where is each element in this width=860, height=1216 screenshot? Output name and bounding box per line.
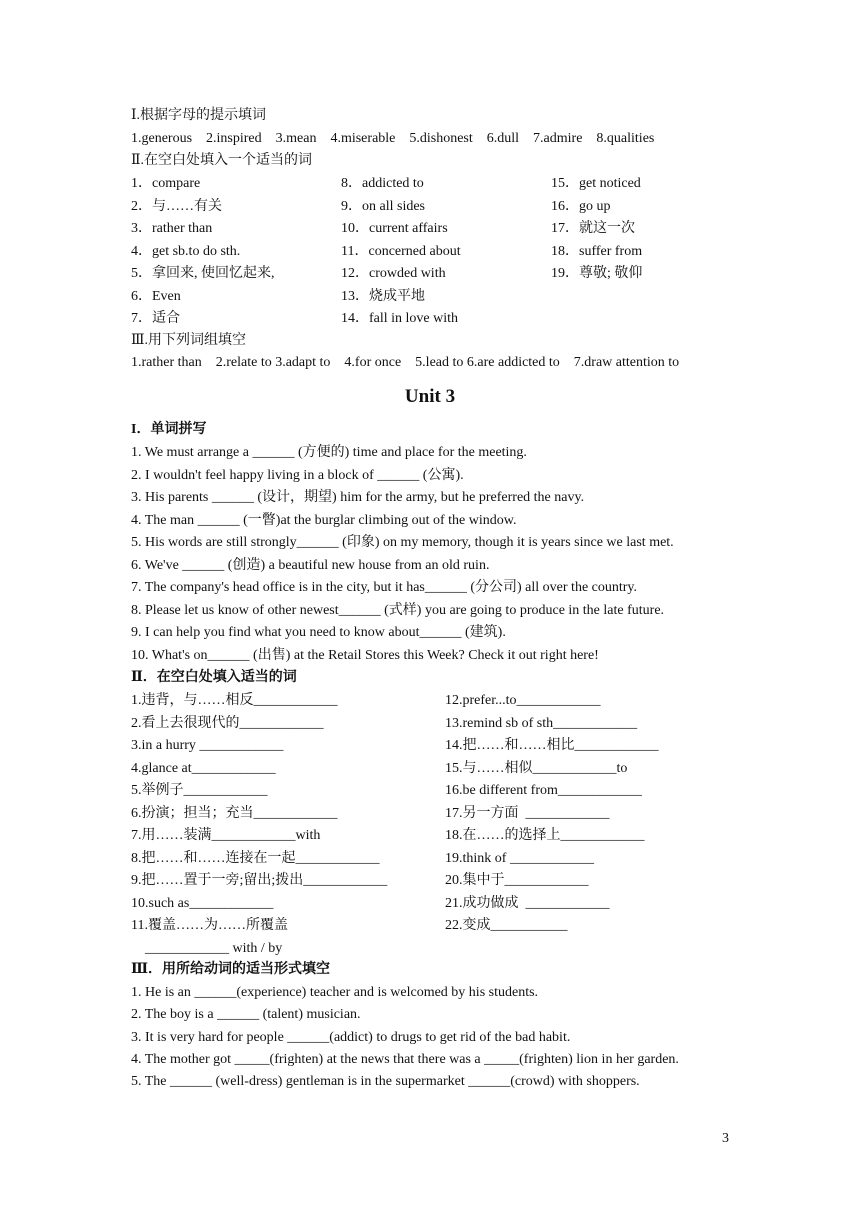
answer-item: 15．get noticed (551, 176, 641, 191)
exercise-item: 19.think of ____________ (445, 850, 594, 866)
answer-item: 9．on all sides (341, 198, 425, 214)
exercise-item: 4. The mother got _____(frighten) at the news that there was a _____(frighten) lion in her garden. (131, 1051, 679, 1067)
answer-item: 14．fall in love with (341, 311, 459, 326)
page-number: 3 (722, 1131, 729, 1146)
exercise-item: 3. It is very hard for people ______(addict) to drugs to get rid of the bad habit. (131, 1029, 571, 1045)
exercise-item: 7.用……装满____________with (131, 828, 321, 843)
exercise-item: 21.成功做成 ____________ (445, 895, 610, 911)
answers-sec2-heading: Ⅱ.在空白处填入一个适当的词 (131, 153, 313, 168)
answer-item: 19．尊敬; 敬仰 (551, 266, 643, 281)
answer-item: 11．concerned about (341, 243, 461, 259)
exercise-item: 15.与……相似____________to (445, 760, 628, 776)
exercise-item: ____________ with / by (131, 940, 283, 956)
part1-heading: I．单词拼写 (131, 422, 207, 437)
exercise-item: 8.把……和……连接在一起____________ (131, 850, 380, 866)
exercise-item: 17.另一方面 ____________ (445, 805, 610, 821)
answer-item: 7．适合 (131, 311, 180, 326)
exercise-item: 9. I can help you find what you need to know about______ (建筑). (131, 625, 506, 640)
exercise-item: 22.变成___________ (445, 918, 568, 933)
answer-item: 16．go up (551, 198, 611, 214)
exercise-item: 1.违背，与……相反____________ (131, 693, 338, 708)
exercise-item: 1. We must arrange a ______ (方便的) time and place for the meeting. (131, 445, 527, 460)
exercise-item: 11.覆盖……为……所覆盖 (131, 918, 288, 933)
answer-item: 4．get sb.to do sth. (131, 243, 241, 259)
exercise-item: 5.举例子____________ (131, 783, 268, 798)
answers-sec3-heading: Ⅲ.用下列词组填空 (131, 333, 247, 348)
part2-heading: Ⅱ．在空白处填入适当的词 (131, 670, 297, 685)
exercise-item: 20.集中于____________ (445, 873, 589, 888)
answer-item: 3．rather than (131, 221, 213, 236)
answer-item: 6．Even (131, 288, 181, 304)
exercise-item: 1. He is an ______(experience) teacher and is welcomed by his students. (131, 985, 539, 1000)
answers-sec3-line: 1.rather than 2.relate to 3.adapt to 4.for once 5.lead to 6.are addicted to 7.draw attention to (131, 355, 680, 370)
exercise-item: 3.in a hurry ____________ (131, 738, 284, 753)
exercise-item: 5. His words are still strongly______ (印象) on my memory, though it is years since we last met. (131, 535, 674, 550)
answer-item: 12．crowded with (341, 266, 446, 281)
exercise-item: 14.把……和……相比____________ (445, 738, 659, 753)
answer-item: 17．就这一次 (551, 221, 635, 236)
exercise-item: 9.把……置于一旁;留出;拨出____________ (131, 873, 388, 888)
exercise-item: 8. Please let us know of other newest______ (式样) you are going to produce in the late future. (131, 602, 665, 618)
answer-item: 10．current affairs (341, 221, 448, 236)
exercise-item: 10. What's on______ (出售) at the Retail Stores this Week? Check it out right here! (131, 647, 599, 663)
exercise-item: 3. His parents ______ (设计，期望) him for the army, but he preferred the navy. (131, 490, 585, 505)
exercise-item: 4.glance at____________ (131, 760, 276, 776)
answer-item: 13．烧成平地 (341, 288, 425, 304)
answers-sec1-heading: Ⅰ.根据字母的提示填词 (131, 108, 267, 123)
exercise-item: 6. We've ______ (创造) a beautiful new house from an old ruin. (131, 557, 490, 573)
exercise-item: 7. The company's head office is in the city, but it has______ (分公司) all over the country. (131, 580, 638, 595)
answer-item: 18．suffer from (551, 243, 643, 259)
exercise-item: 18.在……的选择上____________ (445, 828, 645, 843)
exercise-item: 4. The man ______ (一瞥)at the burglar climbing out of the window. (131, 512, 517, 528)
exercise-item: 2. The boy is a ______ (talent) musician. (131, 1007, 361, 1023)
answers-sec1-line: 1.generous 2.inspired 3.mean 4.miserable 5.dishonest 6.dull 7.admire 8.qualities (131, 131, 655, 146)
exercise-item: 16.be different from____________ (445, 783, 642, 798)
exercise-item: 12.prefer...to____________ (445, 693, 601, 708)
answer-item: 5．拿回来, 使回忆起来, (131, 266, 275, 281)
exercise-item: 2. I wouldn't feel happy living in a block of ______ (公寓). (131, 467, 464, 483)
exercise-item: 10.such as____________ (131, 895, 274, 911)
part3-heading: Ⅲ．用所给动词的适当形式填空 (131, 962, 331, 977)
answer-item: 2．与……有关 (131, 198, 222, 214)
exercise-item: 6.扮演；担当；充当____________ (131, 805, 338, 821)
unit-title: Unit 3 (404, 386, 456, 407)
exercise-item: 13.remind sb of sth____________ (445, 715, 638, 731)
exercise-item: 5. The ______ (well-dress) gentleman is in the supermarket ______(crowd) with shoppers. (131, 1074, 640, 1090)
answer-item: 8．addicted to (341, 176, 424, 191)
exercise-item: 2.看上去很现代的____________ (131, 715, 324, 731)
answer-item: 1．compare (131, 176, 201, 191)
